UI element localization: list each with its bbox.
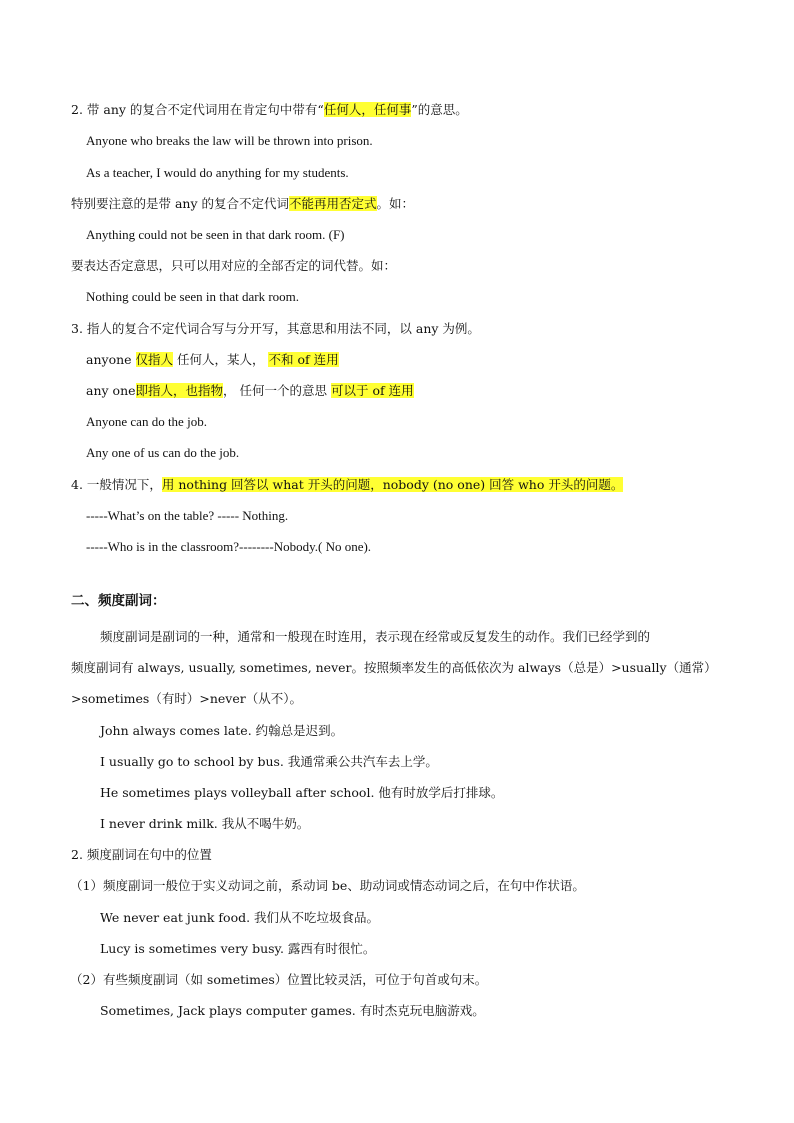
paragraph-line-2: 频度副词有 always, usually, sometimes, never。按照频率发生的高低依次为 always（总是）>usually（通常） (71, 660, 717, 675)
example-any-one-job: Any one of us can do the job. (86, 445, 240, 460)
example-usually: I usually go to school by bus. 我通常乘公共汽车去上学。 (100, 754, 438, 769)
example-lucy-busy: Lucy is sometimes very busy. 露西有时很忙。 (100, 941, 376, 956)
dialog-what: -----What’s on the table? ----- Nothing. (86, 508, 289, 523)
item-2-position: 2. 频度副词在句中的位置 (71, 847, 212, 862)
example-anyone-job: Anyone can do the job. (86, 414, 207, 429)
item-2-any-compound: 2. 带 any 的复合不定代词用在肯定句中带有“任何人，任何事”的意思。 (71, 102, 468, 117)
paragraph-line-1: 频度副词是副词的一种，通常和一般现在时连用，表示现在经常或反复发生的动作。我们已经学到的 (100, 629, 651, 644)
section-heading-frequency-adverbs: 二、频度副词： (71, 593, 166, 609)
highlight: 即指人，也指物 (135, 383, 224, 398)
example-jack-games: Sometimes, Jack plays computer games. 有时杰克玩电脑游戏。 (100, 1003, 485, 1018)
note-negative-replacement: 要表达否定意思，只可以用对应的全部否定的词代替。如： (71, 258, 397, 273)
rule-2: （2）有些频度副词（如 sometimes）位置比较灵活，可位于句首或句末。 (70, 972, 488, 987)
highlight: 可以于 of 连用 (330, 383, 414, 398)
example-always: John always comes late. 约翰总是迟到。 (100, 723, 344, 738)
example-never: I never drink milk. 我从不喝牛奶。 (100, 816, 310, 831)
highlight: 用 nothing 回答以 what 开头的问题，nobody (no one) 回答 who 开头的问题。 (161, 477, 624, 492)
example-nothing-seen: Nothing could be seen in that dark room. (86, 289, 300, 304)
usage-anyone: anyone 仅指人 任何人，某人， 不和 of 连用 (86, 352, 339, 367)
example-anything-false: Anything could not be seen in that dark room. (F) (86, 227, 345, 242)
item-3-compound-vs-separate: 3. 指人的复合不定代词合写与分开写，其意思和用法不同，以 any 为例。 (71, 321, 480, 336)
example-sometimes: He sometimes plays volleyball after school. 他有时放学后打排球。 (100, 785, 504, 800)
highlight: 任何人，任何事 (323, 102, 412, 117)
usage-any-one: any one即指人，也指物， 任何一个的意思 可以于 of 连用 (86, 383, 414, 398)
example-anything-students: As a teacher, I would do anything for my students. (86, 165, 349, 180)
highlight: 不能再用否定式 (289, 196, 377, 211)
paragraph-line-3: >sometimes（有时）>never（从不）。 (71, 691, 302, 706)
highlight: 仅指人 (135, 352, 174, 367)
dialog-who: -----Who is in the classroom?--------Nobody.( No one). (86, 539, 372, 554)
highlight: 不和 of 连用 (268, 352, 339, 367)
rule-1: （1）频度副词一般位于实义动词之前，系动词 be、助动词或情态动词之后，在句中作状语。 (70, 878, 585, 893)
item-4-answers: 4. 一般情况下，用 nothing 回答以 what 开头的问题，nobody (no one) 回答 who 开头的问题。 (71, 477, 624, 492)
note-no-negative: 特别要注意的是带 any 的复合不定代词不能再用否定式。如： (71, 196, 415, 211)
example-junk-food: We never eat junk food. 我们从不吃垃圾食品。 (100, 910, 380, 925)
example-anyone-law: Anyone who breaks the law will be thrown into prison. (86, 133, 373, 148)
